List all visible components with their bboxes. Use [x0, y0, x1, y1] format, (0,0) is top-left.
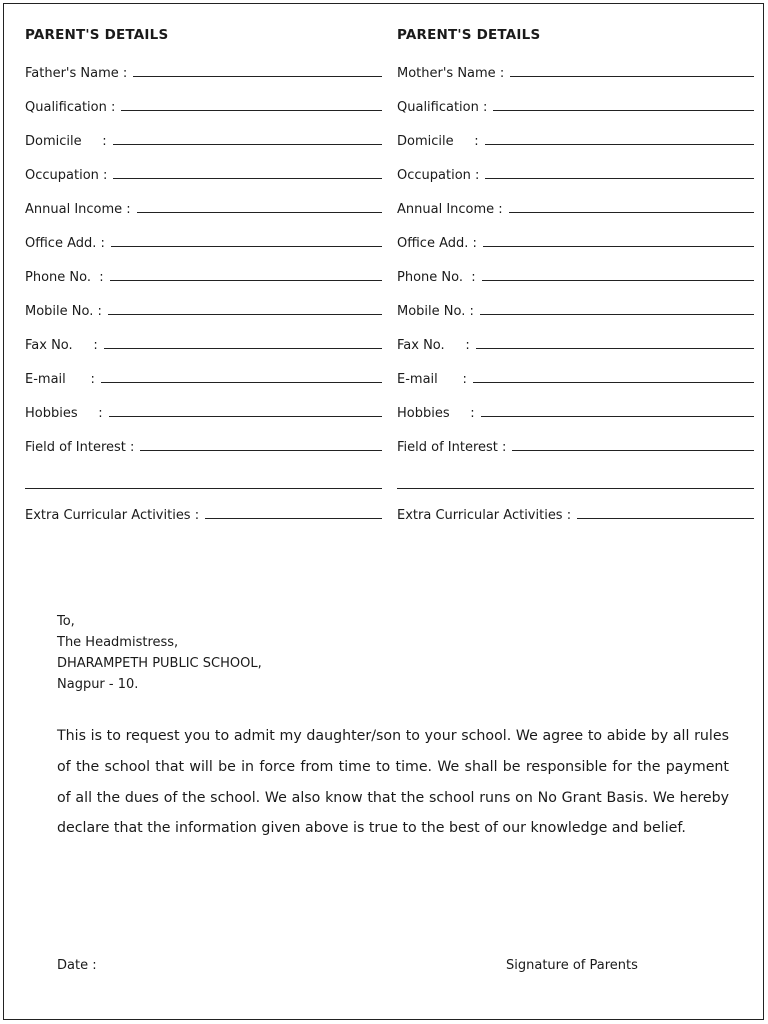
- father-hobbies-row: [25, 387, 382, 421]
- mother-occupation-row: [397, 149, 754, 183]
- fill-line[interactable]: [510, 76, 754, 77]
- fill-line[interactable]: [483, 246, 754, 247]
- fill-line[interactable]: [113, 178, 382, 179]
- address-school: DHARAMPETH PUBLIC SCHOOL,: [57, 656, 262, 671]
- field-label: Field of Interest :: [25, 440, 135, 455]
- mother-income-row: [397, 183, 754, 217]
- fill-line[interactable]: [485, 144, 754, 145]
- mother-phone-row: [397, 251, 754, 285]
- date-label: Date :: [57, 958, 97, 973]
- field-label: Mother's Name :: [397, 66, 505, 81]
- mother-interest-row: [397, 421, 754, 455]
- fill-line[interactable]: [476, 348, 754, 349]
- father-interest-continuation-line[interactable]: [25, 455, 382, 489]
- father-email-row: [25, 353, 382, 387]
- field-label: Occupation :: [397, 168, 480, 183]
- fill-line[interactable]: [110, 280, 382, 281]
- field-label: Annual Income :: [25, 202, 131, 217]
- mother-hobbies-row: [397, 387, 754, 421]
- fill-line[interactable]: [137, 212, 382, 213]
- field-label: Mobile No. :: [397, 304, 474, 319]
- declaration-paragraph: This is to request you to admit my daughter/son to your school. We agree to abide by all rules of the school that will be in force from time to time. We shall be responsible for the payment of all the dues of the school. We also know that the school runs on No Grant Basis. We hereby declare that the information given above is true to the best of our knowledge and belief.: [57, 728, 729, 837]
- fill-line[interactable]: [485, 178, 754, 179]
- fill-line[interactable]: [577, 518, 754, 519]
- fill-line[interactable]: [111, 246, 382, 247]
- field-label: Hobbies :: [25, 406, 103, 421]
- fill-line[interactable]: [481, 416, 754, 417]
- field-label: Office Add. :: [25, 236, 105, 251]
- fill-line[interactable]: [493, 110, 754, 111]
- field-label: Mobile No. :: [25, 304, 102, 319]
- father-extra-row: [25, 489, 382, 523]
- fill-line[interactable]: [473, 382, 754, 383]
- fill-line[interactable]: [140, 450, 382, 451]
- mother-qualification-row: [397, 81, 754, 115]
- mother-interest-continuation-line[interactable]: [397, 455, 754, 489]
- father-details-section: [25, 27, 382, 523]
- mother-office-row: [397, 217, 754, 251]
- fill-line[interactable]: [512, 450, 754, 451]
- field-label: Domicile :: [397, 134, 479, 149]
- fill-line[interactable]: [108, 314, 382, 315]
- field-label: Qualification :: [397, 100, 488, 115]
- fill-line[interactable]: [482, 280, 754, 281]
- field-label: Field of Interest :: [397, 440, 507, 455]
- father-fax-row: [25, 319, 382, 353]
- fill-line[interactable]: [121, 110, 382, 111]
- fill-line[interactable]: [509, 212, 754, 213]
- fill-line[interactable]: [104, 348, 382, 349]
- fill-line[interactable]: [109, 416, 382, 417]
- field-label: Fax No. :: [25, 338, 98, 353]
- mother-name-row: [397, 61, 754, 81]
- father-qualification-row: [25, 81, 382, 115]
- field-label: Hobbies :: [397, 406, 475, 421]
- mother-fax-row: [397, 319, 754, 353]
- field-label: Domicile :: [25, 134, 107, 149]
- father-office-row: [25, 217, 382, 251]
- field-label: E-mail :: [397, 372, 467, 387]
- field-label: Fax No. :: [397, 338, 470, 353]
- field-label: Phone No. :: [25, 270, 104, 285]
- fill-line[interactable]: [113, 144, 382, 145]
- field-label: Phone No. :: [397, 270, 476, 285]
- father-section-title: PARENT'S DETAILS: [25, 27, 169, 43]
- father-interest-row: [25, 421, 382, 455]
- father-phone-row: [25, 251, 382, 285]
- field-label: Annual Income :: [397, 202, 503, 217]
- address-city: Nagpur - 10.: [57, 677, 139, 692]
- father-mobile-row: [25, 285, 382, 319]
- address-recipient: The Headmistress,: [57, 635, 179, 650]
- mother-email-row: [397, 353, 754, 387]
- fill-line[interactable]: [133, 76, 382, 77]
- mother-details-section: [397, 27, 754, 523]
- field-label: Office Add. :: [397, 236, 477, 251]
- field-label: Extra Curricular Activities :: [25, 508, 200, 523]
- fill-line[interactable]: [480, 314, 754, 315]
- father-income-row: [25, 183, 382, 217]
- signature-label: Signature of Parents: [506, 958, 638, 973]
- address-to: To,: [57, 614, 75, 629]
- father-occupation-row: [25, 149, 382, 183]
- field-label: Occupation :: [25, 168, 108, 183]
- recipient-address: [57, 611, 262, 695]
- mother-mobile-row: [397, 285, 754, 319]
- father-name-row: [25, 61, 382, 81]
- field-label: E-mail :: [25, 372, 95, 387]
- field-label: Extra Curricular Activities :: [397, 508, 572, 523]
- mother-extra-row: [397, 489, 754, 523]
- field-label: Father's Name :: [25, 66, 128, 81]
- mother-domicile-row: [397, 115, 754, 149]
- field-label: Qualification :: [25, 100, 116, 115]
- fill-line[interactable]: [205, 518, 382, 519]
- father-domicile-row: [25, 115, 382, 149]
- mother-section-title: PARENT'S DETAILS: [397, 27, 541, 43]
- fill-line[interactable]: [101, 382, 382, 383]
